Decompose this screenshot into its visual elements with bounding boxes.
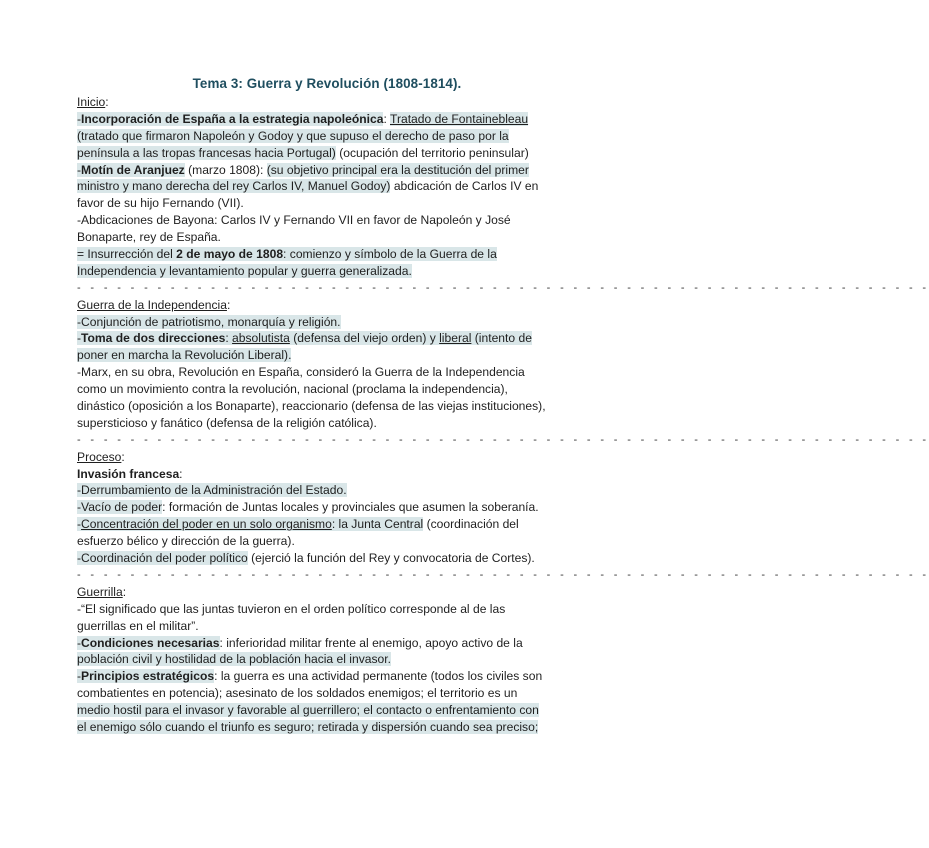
dashed-separator: - - - - - - - - - - - - - - - - - - - - - - - - - - - - - - - - - - - - - - - - - - - - - - - - - - - - - - - - - - - - - - - - xyxy=(77,433,929,446)
link-text: Tratado de Fontainebleau xyxy=(390,111,529,126)
paragraph-line xyxy=(77,145,577,162)
text-span: - xyxy=(77,111,82,126)
paragraph-line: como un movimiento contra la revolución, nacional (proclama la independencia), xyxy=(77,382,508,397)
heading-text: Guerra de la Independencia xyxy=(77,297,227,312)
paragraph-line: dinástico (oposición a los Bonaparte), reaccionario (defensa de las viejas instituciones), xyxy=(77,399,546,414)
paragraph-line xyxy=(77,516,577,533)
paragraph-line xyxy=(77,651,577,668)
highlighted-text: población civil y hostilidad de la población hacia el invasor. xyxy=(77,652,391,667)
highlighted-text: ministro y mano derecha del rey Carlos IV, Manuel Godoy) xyxy=(77,179,391,194)
text-span: = Insurrección del xyxy=(77,247,177,262)
paragraph-line xyxy=(77,330,577,347)
bold-term: Invasión francesa xyxy=(77,466,180,481)
paragraph-line xyxy=(77,482,577,499)
text-span: (coordinación del xyxy=(423,517,519,532)
paragraph-line xyxy=(77,178,577,195)
paragraph-line xyxy=(77,128,577,145)
bold-term: Motín de Aranjuez xyxy=(81,162,185,177)
text-span: - xyxy=(77,331,82,346)
text-span: : xyxy=(225,331,233,346)
subheading-invasion: Invasión francesa: xyxy=(77,466,183,481)
text-span: (intento de xyxy=(471,331,532,346)
underlined-term: Concentración del poder en un solo organismo xyxy=(81,517,332,532)
text-span: : inferioridad militar frente al enemigo, apoyo activo de la xyxy=(219,635,523,650)
highlighted-text: península a las tropas francesas hacia Portugal) xyxy=(77,145,336,160)
section-heading-proceso: Proceso: xyxy=(77,449,125,464)
paragraph-line xyxy=(77,314,577,331)
highlighted-text: medio hostil para el invasor y favorable al guerrillero; el contacto o enfrentamiento con xyxy=(77,703,539,718)
underlined-term: absolutista xyxy=(232,331,290,346)
text-span: (defensa del viejo orden) y xyxy=(289,331,440,346)
paragraph-line: -Marx, en su obra, Revolución en España, consideró la Guerra de la Independencia xyxy=(77,365,525,380)
document-page xyxy=(77,74,929,736)
text-span: : comienzo y símbolo de la Guerra de la xyxy=(283,247,497,262)
bold-term: Principios estratégicos xyxy=(81,669,215,684)
paragraph-line: favor de su hijo Fernando (VII). xyxy=(77,196,244,211)
paragraph-line xyxy=(77,246,577,263)
highlighted-text: Independencia y levantamiento popular y guerra generalizada. xyxy=(77,263,412,278)
section-heading-guerra: Guerra de la Independencia: xyxy=(77,297,231,312)
paragraph-line xyxy=(77,111,577,128)
paragraph-line: Bonaparte, rey de España. xyxy=(77,230,221,245)
paragraph-line: -“El significado que las juntas tuvieron en el orden político corresponde al de las xyxy=(77,601,506,616)
paragraph-line: -Abdicaciones de Bayona: Carlos IV y Fernando VII en favor de Napoleón y José xyxy=(77,213,511,228)
paragraph-line xyxy=(77,719,577,736)
paragraph-line: combatientes en potencia); asesinato de los soldados enemigos; el territorio es un xyxy=(77,686,518,701)
highlighted-text: -Derrumbamiento de la Administración del Estado. xyxy=(77,483,347,498)
highlighted-text: -Vacío de poder xyxy=(77,500,163,515)
bold-term: Toma de dos direcciones xyxy=(81,331,226,346)
highlighted-text: (tratado que firmaron Napoleón y Godoy y que supuso el derecho de paso por la xyxy=(77,128,509,143)
highlighted-text: poner en marcha la Revolución Liberal). xyxy=(77,348,292,363)
paragraph-line: guerrillas en el militar”. xyxy=(77,618,199,633)
text-span: : formación de Juntas locales y provinciales que asumen la soberanía. xyxy=(162,500,539,515)
bold-term: 2 de mayo de 1808 xyxy=(176,247,284,262)
paragraph-line xyxy=(77,499,577,516)
text-span: : la Junta Central xyxy=(331,517,424,532)
paragraph-line xyxy=(77,668,577,685)
text-span: - xyxy=(77,517,82,532)
paragraph-line xyxy=(77,162,577,179)
section-heading-guerrilla: Guerrilla: xyxy=(77,584,127,599)
highlighted-text: (su objetivo principal era la destitución del primer xyxy=(266,162,529,177)
paragraph-line xyxy=(77,702,577,719)
text-span: (ocupación del territorio peninsular) xyxy=(335,145,529,160)
bold-term: Condiciones necesarias xyxy=(81,635,220,650)
heading-text: Proceso xyxy=(77,449,122,464)
highlighted-text: el enemigo sólo cuando el triunfo es seguro; retirada y dispersión cuando sea preciso; xyxy=(77,719,539,734)
paragraph-line xyxy=(77,635,577,652)
bold-term: Incorporación de España a la estrategia napoleónica xyxy=(81,111,384,126)
paragraph-line xyxy=(77,263,577,280)
paragraph-line xyxy=(77,347,577,364)
underlined-term: liberal xyxy=(439,331,472,346)
heading-text: Inicio xyxy=(77,95,106,109)
text-span: : xyxy=(383,111,390,126)
paragraph-line xyxy=(77,550,577,567)
highlighted-text: -Conjunción de patriotismo, monarquía y religión. xyxy=(77,314,341,329)
text-span: - xyxy=(77,635,82,650)
heading-text: Guerrilla xyxy=(77,584,123,599)
dashed-separator: - - - - - - - - - - - - - - - - - - - - - - - - - - - - - - - - - - - - - - - - - - - - - - - - - - - - - - - - - - - - - - - - xyxy=(77,568,929,581)
paragraph-line: esfuerzo bélico y dirección de la guerra). xyxy=(77,534,295,549)
text-span: (marzo 1808): xyxy=(184,162,267,177)
text-span: - xyxy=(77,162,82,177)
paragraph-line: supersticioso y fanático (defensa de la religión católica). xyxy=(77,415,377,430)
text-span: - xyxy=(77,669,82,684)
document-title: Tema 3: Guerra y Revolución (1808-1814). xyxy=(192,76,462,91)
text-span: (ejerció la función del Rey y convocatoria de Cortes). xyxy=(247,551,535,566)
text-span: abdicación de Carlos IV en xyxy=(390,179,539,194)
text-span: : la guerra es una actividad permanente (todos los civiles son xyxy=(214,669,543,684)
section-heading-inicio: Inicio: xyxy=(77,95,109,109)
dashed-separator: - - - - - - - - - - - - - - - - - - - - - - - - - - - - - - - - - - - - - - - - - - - - - - - - - - - - - - - - - - - - - - - - xyxy=(77,281,929,294)
highlighted-text: -Coordinación del poder político xyxy=(77,551,248,566)
